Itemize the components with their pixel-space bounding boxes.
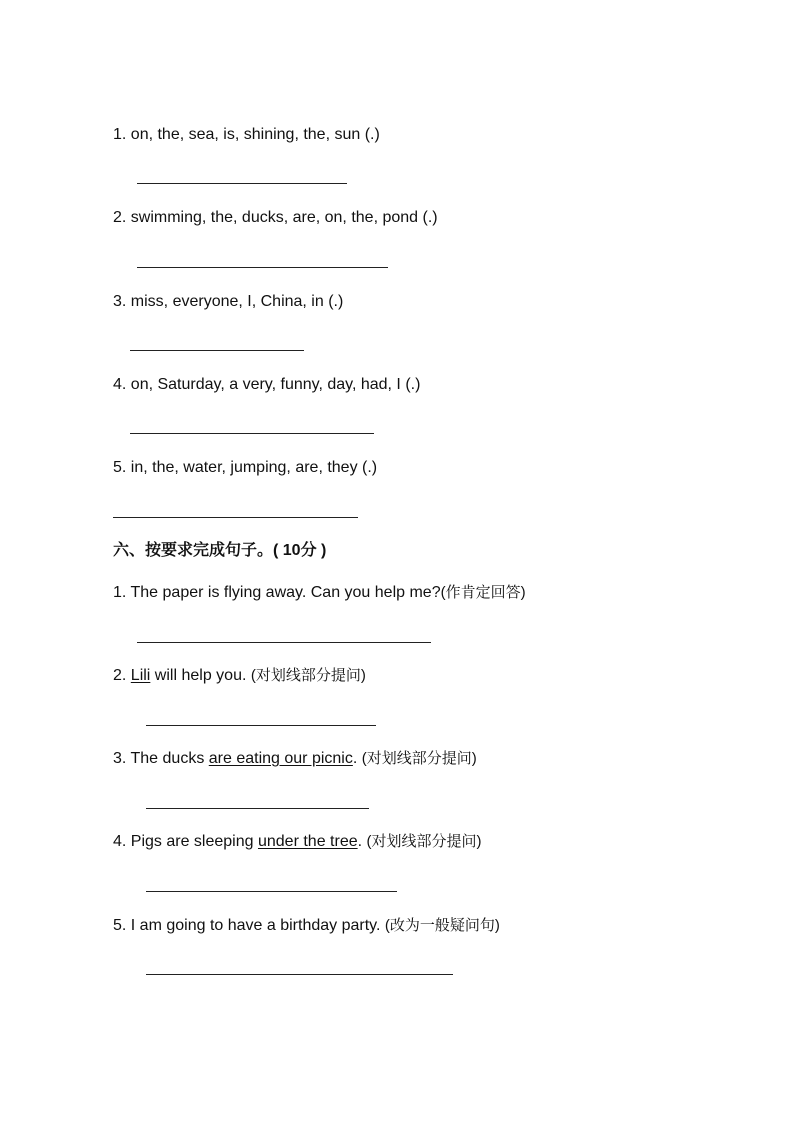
question-main: will help you. [150, 667, 251, 684]
answer-line[interactable] [130, 350, 304, 351]
answer-line[interactable] [146, 974, 453, 975]
answer-line[interactable] [137, 642, 431, 643]
question-main: . [357, 833, 367, 850]
question-text: 4. on, Saturday, a very, funny, day, had, I (.) [113, 376, 421, 393]
question-text [113, 832, 482, 852]
answer-line[interactable] [137, 267, 388, 268]
question-text [113, 916, 500, 936]
underlined-phrase: under the tree [257, 833, 358, 850]
question-hint: (作肯定回答) [440, 584, 526, 601]
question-main: . [352, 750, 362, 767]
answer-line[interactable] [146, 808, 369, 809]
question-hint: (对划线部分提问) [250, 667, 366, 684]
question-main: 3. The ducks [113, 750, 209, 767]
question-main: 5. I am going to have a birthday party. [113, 917, 385, 934]
answer-line[interactable] [146, 725, 376, 726]
underlined-phrase: are eating our picnic [208, 750, 353, 767]
question-text: 3. miss, everyone, I, China, in (.) [113, 293, 344, 310]
question-text: 1. on, the, sea, is, shining, the, sun (.) [113, 126, 380, 143]
question-text: 5. in, the, water, jumping, are, they (.) [113, 459, 378, 476]
question-text [113, 666, 366, 686]
question-text: 2. swimming, the, ducks, are, on, the, pond (.) [113, 209, 438, 226]
question-hint: (对划线部分提问) [361, 750, 477, 767]
answer-line[interactable] [137, 183, 347, 184]
underlined-phrase: Lili [130, 667, 151, 684]
answer-line[interactable] [130, 433, 374, 434]
answer-line[interactable] [146, 891, 397, 892]
section-heading: 六、按要求完成句子。( 10分 ) [113, 542, 327, 559]
question-text [113, 583, 526, 603]
question-hint: (对划线部分提问) [366, 833, 482, 850]
question-hint: (改为一般疑问句) [384, 917, 500, 934]
answer-line[interactable] [113, 517, 358, 518]
question-main: 1. The paper is flying away. Can you help me? [113, 584, 441, 601]
question-main: 2. [113, 667, 131, 684]
question-text [113, 749, 477, 769]
question-main: 4. Pigs are sleeping [113, 833, 258, 850]
